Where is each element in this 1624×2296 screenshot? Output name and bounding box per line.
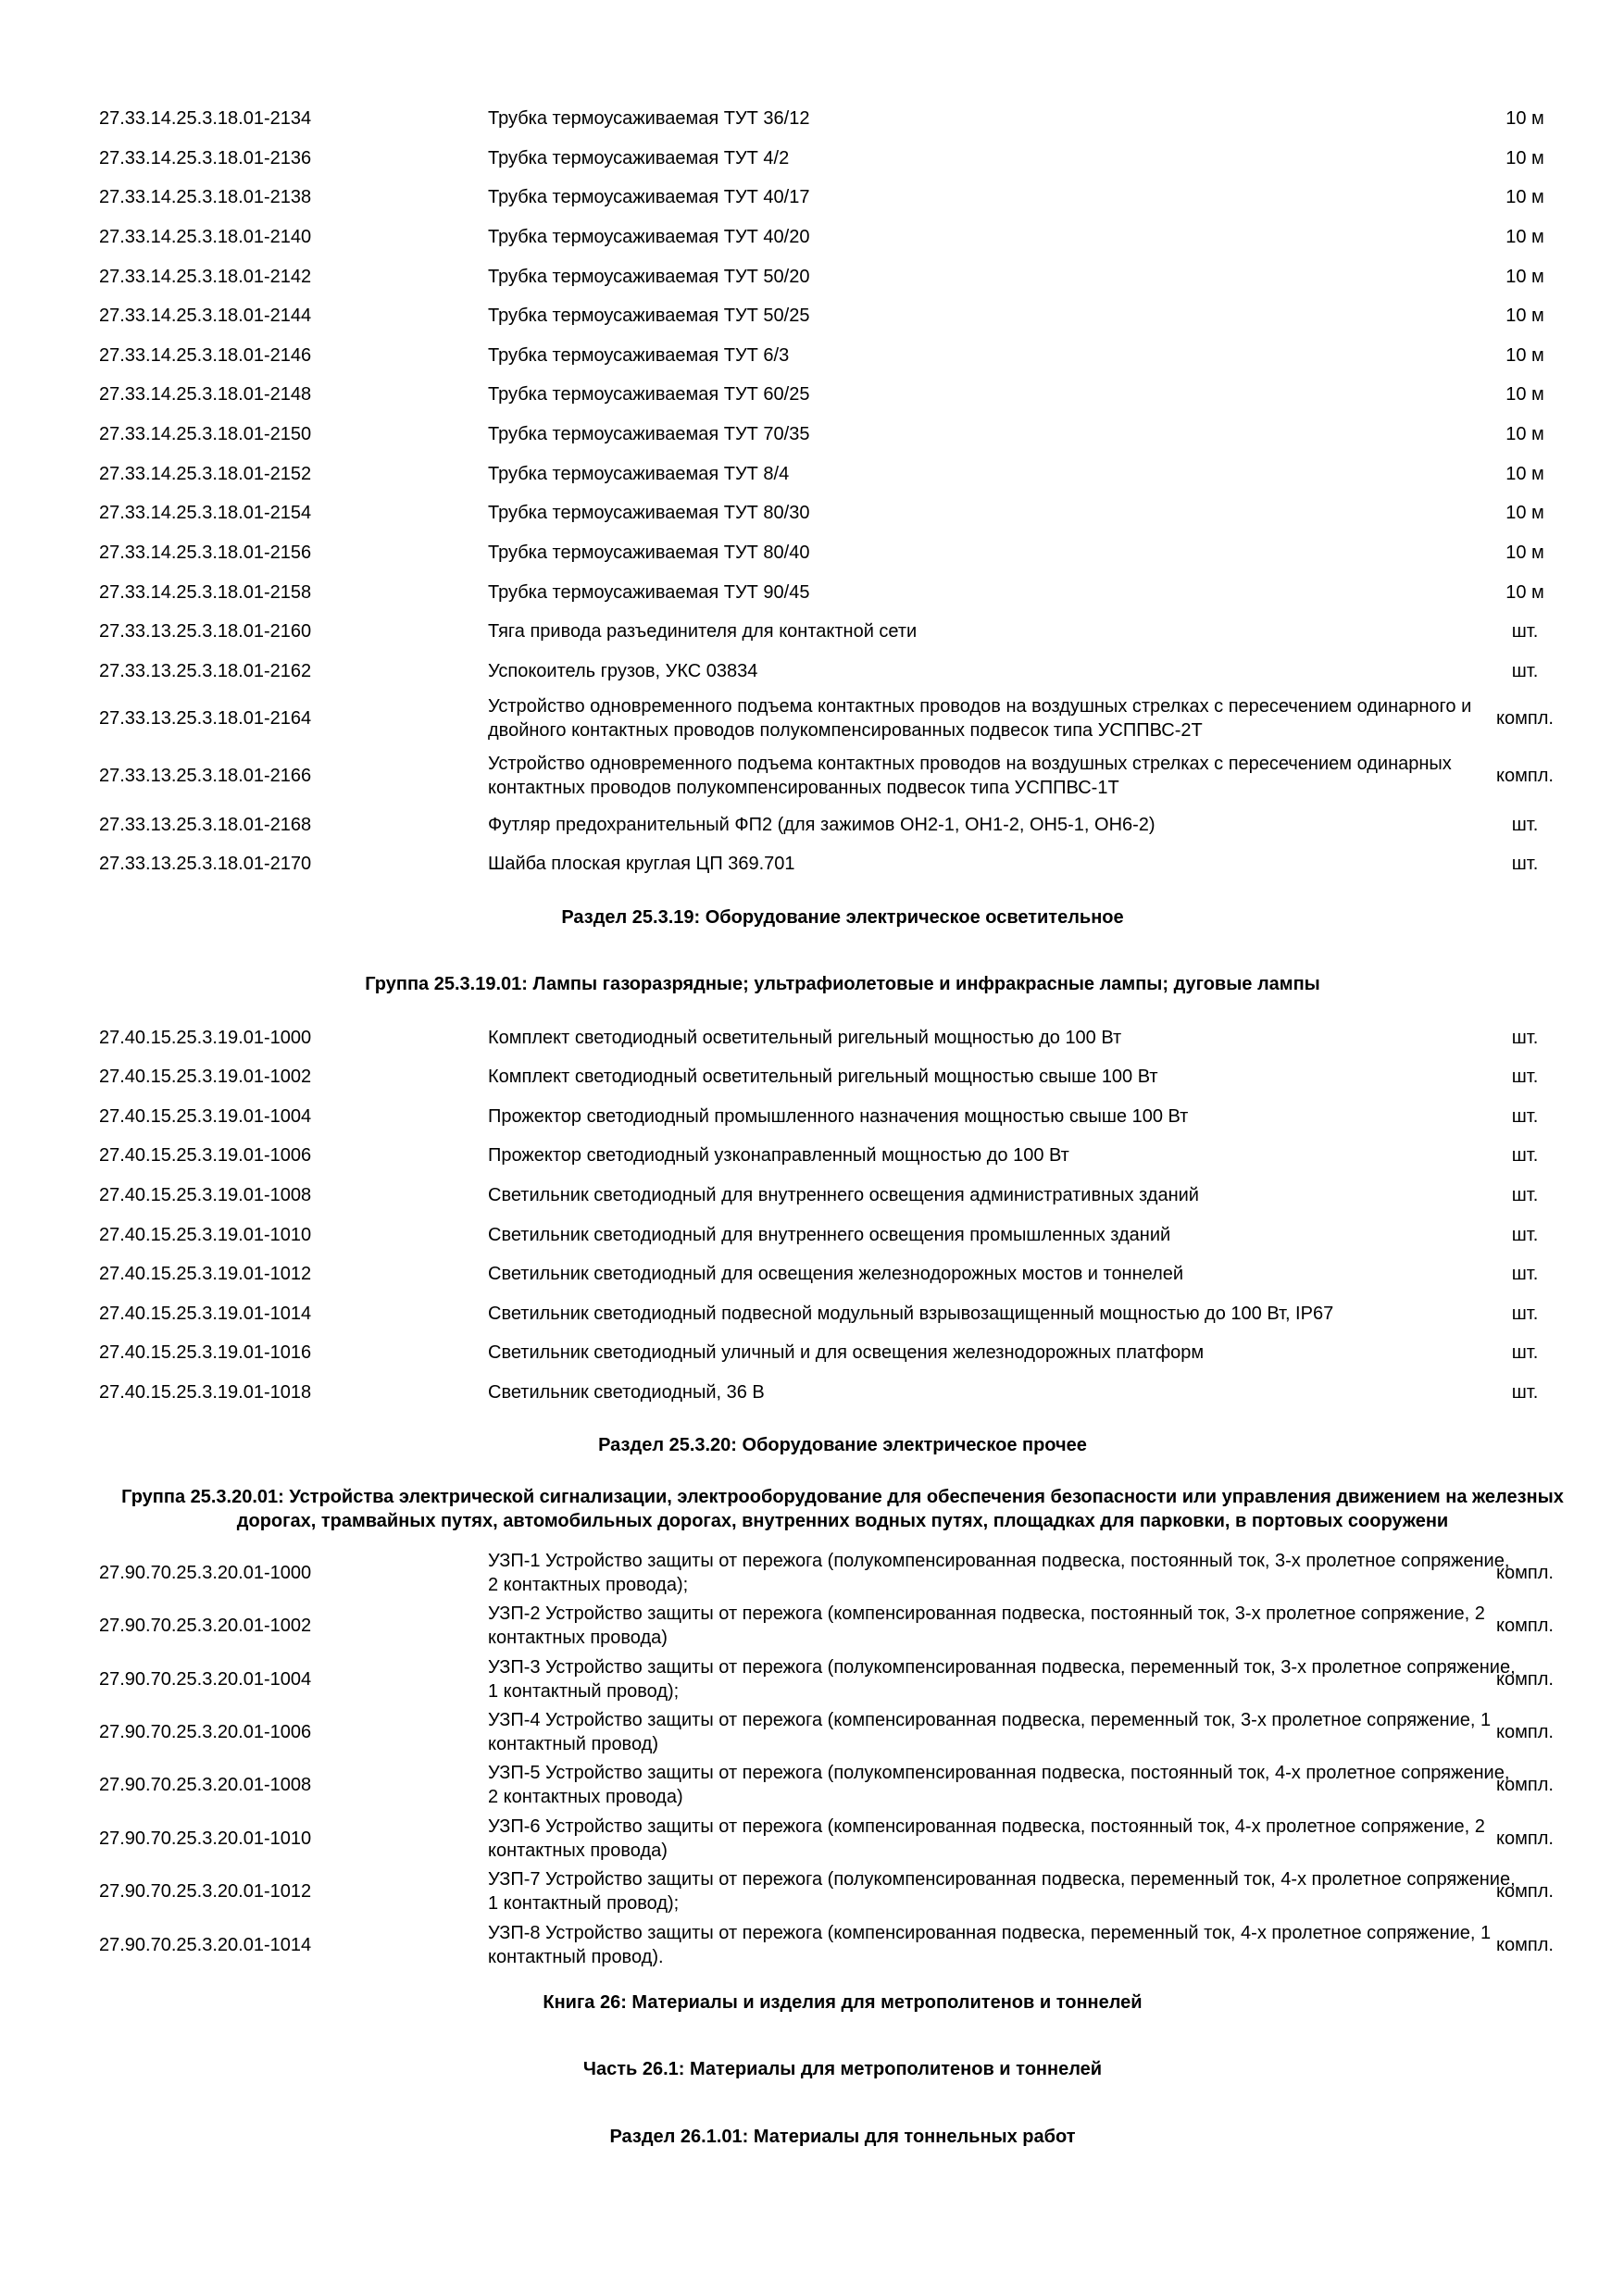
item-name: Комплект светодиодный осветительный ригельный мощностью свыше 100 Вт (488, 1067, 1158, 1087)
item-unit: шт. (1511, 1225, 1539, 1245)
item-code: 27.90.70.25.3.20.01-1010 (99, 1828, 312, 1849)
item-unit: 10 м (1505, 187, 1544, 207)
item-name: Светильник светодиодный для внутреннего освещения административных зданий (488, 1185, 1199, 1205)
item-name: Светильник светодиодный подвесной модульный взрывозащищенный мощностью до 100 Вт, IP67 (488, 1304, 1334, 1324)
item-unit: шт. (1511, 854, 1539, 874)
item-code: 27.40.15.25.3.19.01-1012 (99, 1264, 312, 1284)
item-name: УЗП-5 Устройство защиты от пережога (полукомпенсированная подвеска, постоянный ток, 4-х пролетное сопряжение, 2 контактных провода) (488, 1763, 1510, 1807)
item-code: 27.90.70.25.3.20.01-1008 (99, 1775, 312, 1795)
item-code: 27.33.14.25.3.18.01-2138 (99, 187, 312, 207)
item-unit: шт. (1511, 1028, 1539, 1048)
part-heading: Часть 26.1: Материалы для метрополитенов и тоннелей (582, 2059, 1103, 2079)
item-unit: шт. (1511, 1067, 1539, 1087)
item-name: УЗП-2 Устройство защиты от пережога (компенсированная подвеска, постоянный ток, 3-х пролетное сопряжение, 2 контактных провода) (488, 1603, 1485, 1648)
item-code: 27.33.14.25.3.18.01-2136 (99, 148, 312, 168)
item-code: 27.40.15.25.3.19.01-1002 (99, 1067, 312, 1087)
item-unit: компл. (1496, 1669, 1554, 1690)
item-unit: компл. (1496, 1828, 1554, 1849)
item-name: Комплект светодиодный осветительный ригельный мощностью до 100 Вт (488, 1028, 1122, 1048)
item-name: Трубка термоусаживаемая ТУТ 70/35 (488, 424, 810, 444)
item-unit: компл. (1496, 1616, 1554, 1636)
item-code: 27.33.13.25.3.18.01-2170 (99, 854, 312, 874)
item-unit: компл. (1496, 708, 1554, 729)
item-unit: компл. (1496, 1722, 1554, 1742)
item-name: Шайба плоская круглая ЦП 369.701 (488, 854, 795, 874)
item-code: 27.33.14.25.3.18.01-2140 (99, 227, 312, 247)
item-unit: 10 м (1505, 267, 1544, 287)
item-unit: шт. (1511, 1382, 1539, 1403)
item-name: Трубка термоусаживаемая ТУТ 80/40 (488, 543, 810, 563)
item-name: Успокоитель грузов, УКС 03834 (488, 661, 758, 681)
item-unit: шт. (1511, 1106, 1539, 1127)
item-name: Трубка термоусаживаемая ТУТ 36/12 (488, 108, 810, 129)
item-code: 27.90.70.25.3.20.01-1006 (99, 1722, 312, 1742)
item-code: 27.40.15.25.3.19.01-1010 (99, 1225, 312, 1245)
item-code: 27.33.13.25.3.18.01-2162 (99, 661, 312, 681)
item-unit: компл. (1496, 1881, 1554, 1902)
item-code: 27.33.14.25.3.18.01-2158 (99, 582, 312, 603)
item-code: 27.33.13.25.3.18.01-2160 (99, 621, 312, 642)
item-name: Прожектор светодиодный промышленного назначения мощностью свыше 100 Вт (488, 1106, 1189, 1127)
item-name: Тяга привода разъединителя для контактной сети (488, 621, 918, 642)
item-name: Светильник светодиодный, 36 В (488, 1382, 765, 1403)
item-code: 27.33.14.25.3.18.01-2150 (99, 424, 312, 444)
item-code: 27.90.70.25.3.20.01-1002 (99, 1616, 312, 1636)
item-name: Трубка термоусаживаемая ТУТ 40/17 (488, 187, 810, 207)
item-code: 27.40.15.25.3.19.01-1004 (99, 1106, 312, 1127)
item-name: Трубка термоусаживаемая ТУТ 50/20 (488, 267, 810, 287)
item-name: Трубка термоусаживаемая ТУТ 6/3 (488, 345, 790, 366)
item-name: Прожектор светодиодный узконаправленный мощностью до 100 Вт (488, 1145, 1069, 1166)
item-name: Светильник светодиодный для освещения железнодорожных мостов и тоннелей (488, 1264, 1184, 1284)
item-unit: 10 м (1505, 384, 1544, 405)
item-name: УЗП-7 Устройство защиты от пережога (полукомпенсированная подвеска, переменный ток, 4-х пролетное сопряжение, 1 контактный провод); (488, 1869, 1516, 1914)
item-unit: 10 м (1505, 582, 1544, 603)
item-name: УЗП-3 Устройство защиты от пережога (полукомпенсированная подвеска, переменный ток, 3-х пролетное сопряжение, 1 контактный провод); (488, 1657, 1516, 1702)
item-code: 27.33.14.25.3.18.01-2144 (99, 306, 312, 326)
item-unit: 10 м (1505, 543, 1544, 563)
item-unit: компл. (1496, 1775, 1554, 1795)
item-unit: 10 м (1505, 464, 1544, 484)
book-heading: Книга 26: Материалы и изделия для метрополитенов и тоннелей (543, 1992, 1143, 2013)
item-code: 27.33.14.25.3.18.01-2152 (99, 464, 312, 484)
item-code: 27.33.14.25.3.18.01-2134 (99, 108, 312, 129)
item-code: 27.40.15.25.3.19.01-1016 (99, 1342, 312, 1363)
item-code: 27.90.70.25.3.20.01-1004 (99, 1669, 312, 1690)
item-unit: шт. (1511, 1342, 1539, 1363)
item-unit: шт. (1511, 1264, 1539, 1284)
item-code: 27.40.15.25.3.19.01-1008 (99, 1185, 312, 1205)
item-name: УЗП-6 Устройство защиты от пережога (компенсированная подвеска, постоянный ток, 4-х пролетное сопряжение, 2 контактных провода) (488, 1816, 1485, 1861)
item-unit: 10 м (1505, 227, 1544, 247)
item-unit: шт. (1511, 815, 1539, 835)
item-code: 27.90.70.25.3.20.01-1000 (99, 1563, 312, 1583)
item-name: УЗП-1 Устройство защиты от пережога (полукомпенсированная подвеска, постоянный ток, 3-х пролетное сопряжение, 2 контактных провода); (488, 1551, 1510, 1595)
item-name: Светильник светодиодный уличный и для освещения железнодорожных платформ (488, 1342, 1205, 1363)
item-code: 27.90.70.25.3.20.01-1012 (99, 1881, 312, 1902)
item-name: Трубка термоусаживаемая ТУТ 4/2 (488, 148, 790, 168)
item-code: 27.33.13.25.3.18.01-2164 (99, 708, 312, 729)
item-code: 27.33.14.25.3.18.01-2154 (99, 503, 312, 523)
section-heading: Раздел 26.1.01: Материалы для тоннельных работ (609, 2127, 1076, 2147)
item-name: Трубка термоусаживаемая ТУТ 8/4 (488, 464, 790, 484)
item-code: 27.40.15.25.3.19.01-1000 (99, 1028, 312, 1048)
item-code: 27.90.70.25.3.20.01-1014 (99, 1935, 312, 1955)
group-heading: Группа 25.3.19.01: Лампы газоразрядные; ультрафиолетовые и инфракрасные лампы; дуговые лампы (365, 974, 1320, 994)
item-unit: 10 м (1505, 424, 1544, 444)
item-code: 27.33.14.25.3.18.01-2148 (99, 384, 312, 405)
item-unit: шт. (1511, 1185, 1539, 1205)
item-unit: шт. (1511, 1145, 1539, 1166)
item-code: 27.33.14.25.3.18.01-2156 (99, 543, 312, 563)
item-name: УЗП-8 Устройство защиты от пережога (компенсированная подвеска, переменный ток, 4-х пролетное сопряжение, 1 контактный провод). (488, 1923, 1492, 1967)
item-code: 27.33.14.25.3.18.01-2142 (99, 267, 312, 287)
item-name: Устройство одновременного подъема контактных проводов на воздушных стрелках с пересечением одинарного и двойного контактных проводов полукомпенсированных подвесок типа УСППВС-2Т (488, 696, 1472, 741)
item-unit: 10 м (1505, 108, 1544, 129)
item-name: Устройство одновременного подъема контактных проводов на воздушных стрелках с пересечением одинарных контактных проводов полукомпенсированных подвесок типа УСППВС-1Т (488, 754, 1452, 798)
section-heading: Раздел 25.3.20: Оборудование электрическое прочее (598, 1435, 1087, 1455)
item-name: Трубка термоусаживаемая ТУТ 60/25 (488, 384, 810, 405)
item-unit: 10 м (1505, 345, 1544, 366)
item-name: Трубка термоусаживаемая ТУТ 90/45 (488, 582, 810, 603)
item-code: 27.40.15.25.3.19.01-1006 (99, 1145, 312, 1166)
item-name: Трубка термоусаживаемая ТУТ 80/30 (488, 503, 810, 523)
item-unit: 10 м (1505, 148, 1544, 168)
group-heading: Группа 25.3.20.01: Устройства электрической сигнализации, электрооборудование для обеспечения безопасности или управления движением на железных дорогах, трамвайных путях, автомобильных дорогах, внутренних водных путях, площадках для парковки, в портовых сооружени (121, 1487, 1564, 1531)
item-unit: компл. (1496, 766, 1554, 786)
section-heading: Раздел 25.3.19: Оборудование электрическое осветительное (561, 907, 1124, 928)
item-name: Трубка термоусаживаемая ТУТ 40/20 (488, 227, 810, 247)
item-unit: 10 м (1505, 503, 1544, 523)
item-name: Светильник светодиодный для внутреннего освещения промышленных зданий (488, 1225, 1171, 1245)
item-code: 27.33.13.25.3.18.01-2168 (99, 815, 312, 835)
item-name: Футляр предохранительный ФП2 (для зажимов ОН2-1, ОН1-2, ОН5-1, ОН6-2) (488, 815, 1156, 835)
item-code: 27.40.15.25.3.19.01-1014 (99, 1304, 312, 1324)
item-unit: шт. (1511, 1304, 1539, 1324)
item-code: 27.33.14.25.3.18.01-2146 (99, 345, 312, 366)
item-unit: 10 м (1505, 306, 1544, 326)
item-code: 27.33.13.25.3.18.01-2166 (99, 766, 312, 786)
item-unit: шт. (1511, 661, 1539, 681)
item-code: 27.40.15.25.3.19.01-1018 (99, 1382, 312, 1403)
item-name: УЗП-4 Устройство защиты от пережога (компенсированная подвеска, переменный ток, 3-х пролетное сопряжение, 1 контактный провод) (488, 1710, 1492, 1754)
item-unit: компл. (1496, 1563, 1554, 1583)
item-unit: компл. (1496, 1935, 1554, 1955)
item-name: Трубка термоусаживаемая ТУТ 50/25 (488, 306, 810, 326)
item-unit: шт. (1511, 621, 1539, 642)
